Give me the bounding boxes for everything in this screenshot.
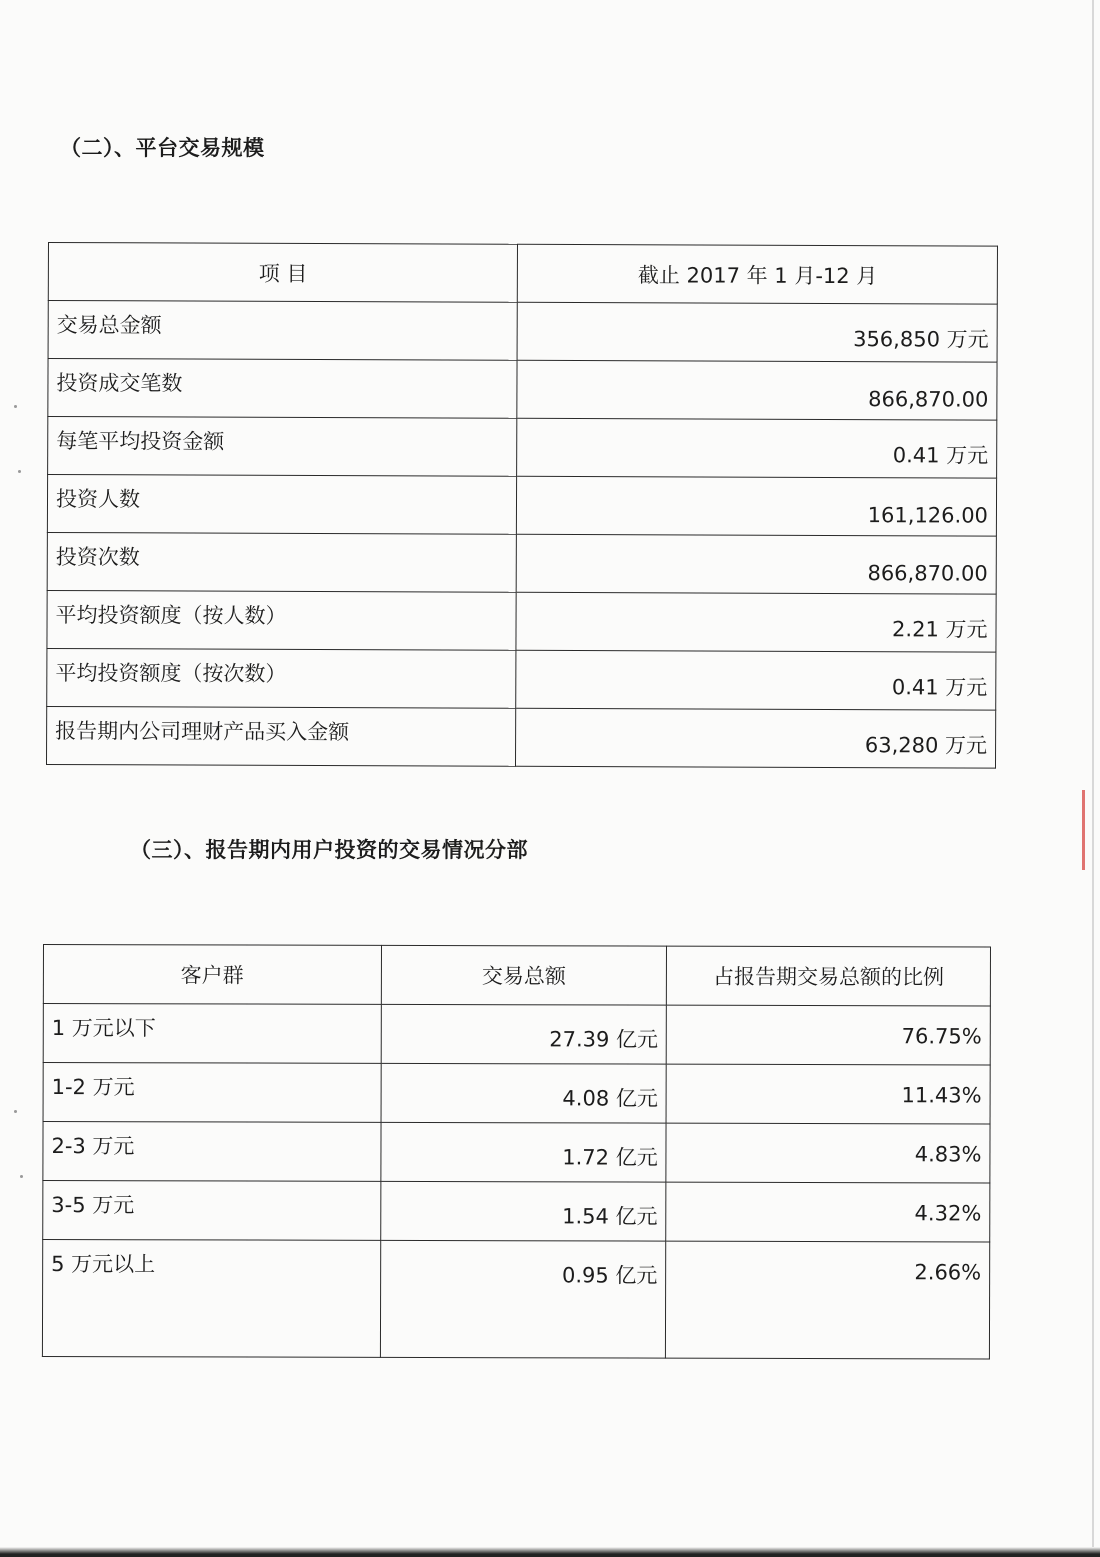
row-amount: 1.54 亿元 xyxy=(380,1181,666,1241)
row-label: 投资次数 xyxy=(47,532,517,592)
table-row xyxy=(43,1122,990,1183)
row-value: 866,870.00 xyxy=(517,534,997,594)
row-label: 平均投资额度（按人数） xyxy=(47,590,517,650)
column-header-amount: 交易总额 xyxy=(381,945,667,1005)
row-amount: 0.95 亿元 xyxy=(380,1240,666,1358)
row-label: 投资成交笔数 xyxy=(48,359,518,419)
table-row xyxy=(47,648,996,710)
column-header-period: 截止 2017 年 1 月-12 月 xyxy=(518,244,998,304)
row-group: 1 万元以下 xyxy=(43,1004,381,1064)
scan-bottom-edge xyxy=(0,1547,1100,1557)
column-header-ratio: 占报告期交易总额的比例 xyxy=(667,946,991,1006)
table-row xyxy=(47,532,996,594)
row-amount: 4.08 亿元 xyxy=(381,1063,667,1123)
table-row xyxy=(48,301,997,363)
table-row xyxy=(47,590,996,652)
row-label: 每笔平均投资金额 xyxy=(48,417,518,477)
table-header-row xyxy=(43,945,990,1006)
row-label: 平均投资额度（按次数） xyxy=(47,648,517,708)
section-heading-distribution: （三）、报告期内用户投资的交易情况分部 xyxy=(130,838,528,862)
row-amount: 27.39 亿元 xyxy=(381,1004,667,1064)
row-value: 63,280 万元 xyxy=(516,708,996,768)
row-group: 2-3 万元 xyxy=(43,1122,381,1182)
table-row xyxy=(46,706,995,768)
row-value: 0.41 万元 xyxy=(517,418,997,478)
table-row xyxy=(43,1063,990,1124)
table-header-row xyxy=(48,243,997,305)
row-group: 5 万元以上 xyxy=(42,1240,380,1358)
table-row xyxy=(42,1240,989,1359)
table-row xyxy=(47,475,996,537)
table-row xyxy=(48,359,997,421)
row-value: 0.41 万元 xyxy=(516,650,996,710)
row-ratio: 2.66% xyxy=(666,1241,990,1359)
scan-speck xyxy=(14,1110,17,1113)
table-row xyxy=(43,1181,990,1242)
section-heading-trading-scale: （二）、平台交易规模 xyxy=(60,136,265,160)
row-value: 2.21 万元 xyxy=(516,592,996,652)
row-label: 交易总金额 xyxy=(48,301,518,361)
row-value: 161,126.00 xyxy=(517,476,997,536)
column-header-group: 客户群 xyxy=(43,945,381,1005)
scan-speck xyxy=(14,405,17,408)
stamp-fragment xyxy=(1082,790,1091,870)
table-row xyxy=(43,1004,990,1065)
row-value: 866,870.00 xyxy=(517,360,997,420)
investment-distribution-table xyxy=(42,944,991,1359)
row-ratio: 4.32% xyxy=(666,1182,990,1242)
row-amount: 1.72 亿元 xyxy=(380,1122,666,1182)
row-label: 报告期内公司理财产品买入金额 xyxy=(46,706,516,766)
trading-scale-table xyxy=(46,242,998,769)
row-group: 3-5 万元 xyxy=(43,1181,381,1241)
row-ratio: 11.43% xyxy=(666,1064,990,1124)
table-row xyxy=(48,417,997,479)
column-header-item: 项 目 xyxy=(48,243,518,303)
scan-speck xyxy=(20,1175,23,1178)
row-ratio: 76.75% xyxy=(666,1005,990,1065)
row-value: 356,850 万元 xyxy=(518,302,998,362)
row-ratio: 4.83% xyxy=(666,1123,990,1183)
row-group: 1-2 万元 xyxy=(43,1063,381,1123)
page-edge xyxy=(1092,0,1094,1557)
row-label: 投资人数 xyxy=(47,475,517,535)
scan-speck xyxy=(18,470,21,473)
